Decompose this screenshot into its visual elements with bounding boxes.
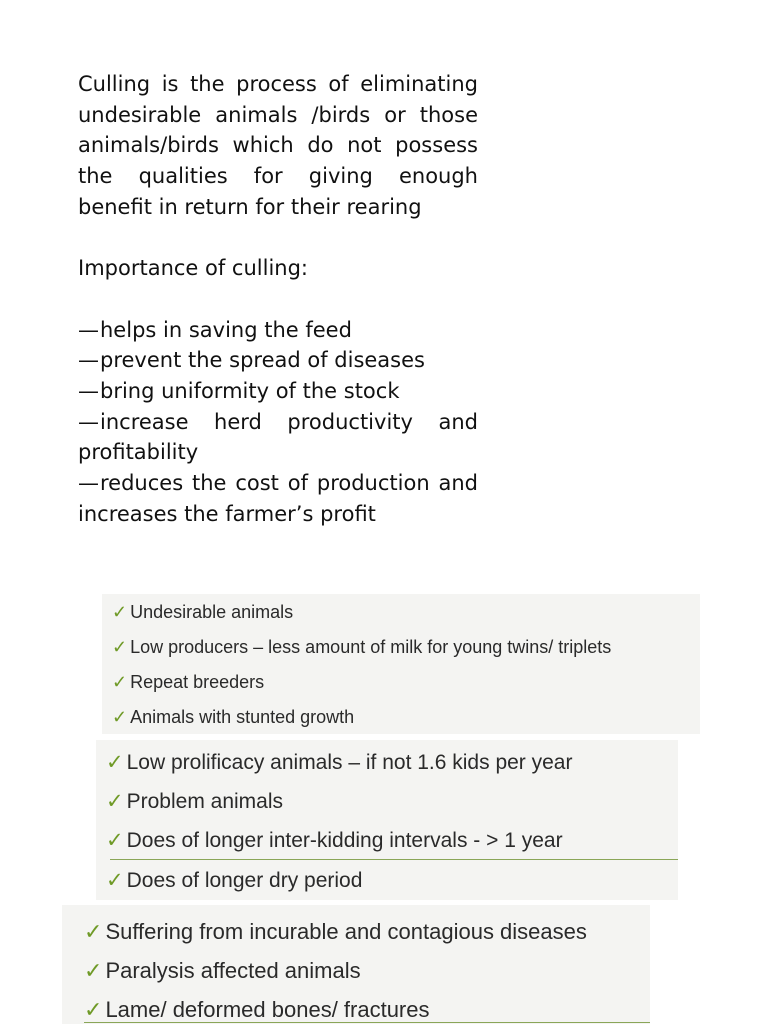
culling-criteria-panel-1	[102, 594, 700, 734]
check-icon: ✓	[112, 672, 128, 692]
check-icon: ✓	[106, 869, 124, 892]
culling-criteria-panel-3	[62, 905, 650, 1024]
culling-criteria-panel-2	[96, 740, 678, 900]
criteria-item: ✓ Undesirable animals	[112, 602, 294, 622]
criteria-item: ✓ Repeat breeders	[112, 672, 265, 692]
criteria-item: ✓ Does of longer inter-kidding intervals - > 1 year	[106, 829, 563, 852]
culling-definition: Culling is the process of eliminating undesirable animals /birds or those animals/birds which do not possess the qualities for giving enough benefit in return for their rearing	[78, 72, 478, 219]
check-icon: ✓	[84, 919, 103, 944]
dash-icon: —	[78, 379, 99, 403]
check-icon: ✓	[84, 997, 103, 1022]
importance-heading: Importance of culling:	[78, 256, 309, 281]
dash-icon: —	[78, 471, 99, 496]
check-icon: ✓	[112, 707, 128, 727]
document-text	[78, 69, 478, 530]
check-icon: ✓	[106, 829, 124, 852]
importance-item: —reduces the cost of production and increases the farmer’s profit	[78, 468, 478, 529]
criteria-item: ✓ Low prolificacy animals – if not 1.6 kids per year	[106, 751, 573, 774]
importance-item: —increase herd productivity and profitability	[78, 407, 478, 468]
check-icon: ✓	[106, 790, 124, 813]
importance-item: —bring uniformity of the stock	[78, 376, 478, 407]
criteria-item: ✓ Low producers – less amount of milk for young twins/ triplets	[112, 637, 612, 657]
divider	[84, 1022, 650, 1023]
importance-item: —prevent the spread of diseases	[78, 345, 478, 376]
importance-list	[78, 315, 478, 530]
criteria-item: ✓ Animals with stunted growth	[112, 707, 355, 727]
criteria-item: ✓ Paralysis affected animals	[84, 958, 361, 983]
criteria-item: ✓ Lame/ deformed bones/ fractures	[84, 997, 430, 1022]
check-icon: ✓	[112, 637, 128, 657]
importance-item: —helps in saving the feed	[78, 315, 478, 346]
criteria-item: ✓ Problem animals	[106, 790, 284, 813]
check-icon: ✓	[112, 602, 128, 622]
criteria-item: ✓ Suffering from incurable and contagious diseases	[84, 919, 587, 944]
dash-icon: —	[78, 409, 99, 434]
check-icon: ✓	[84, 958, 103, 983]
check-icon: ✓	[106, 751, 124, 774]
dash-icon: —	[78, 348, 99, 373]
dash-icon: —	[78, 317, 99, 342]
criteria-item: ✓ Does of longer dry period	[106, 869, 363, 892]
divider	[110, 859, 678, 860]
